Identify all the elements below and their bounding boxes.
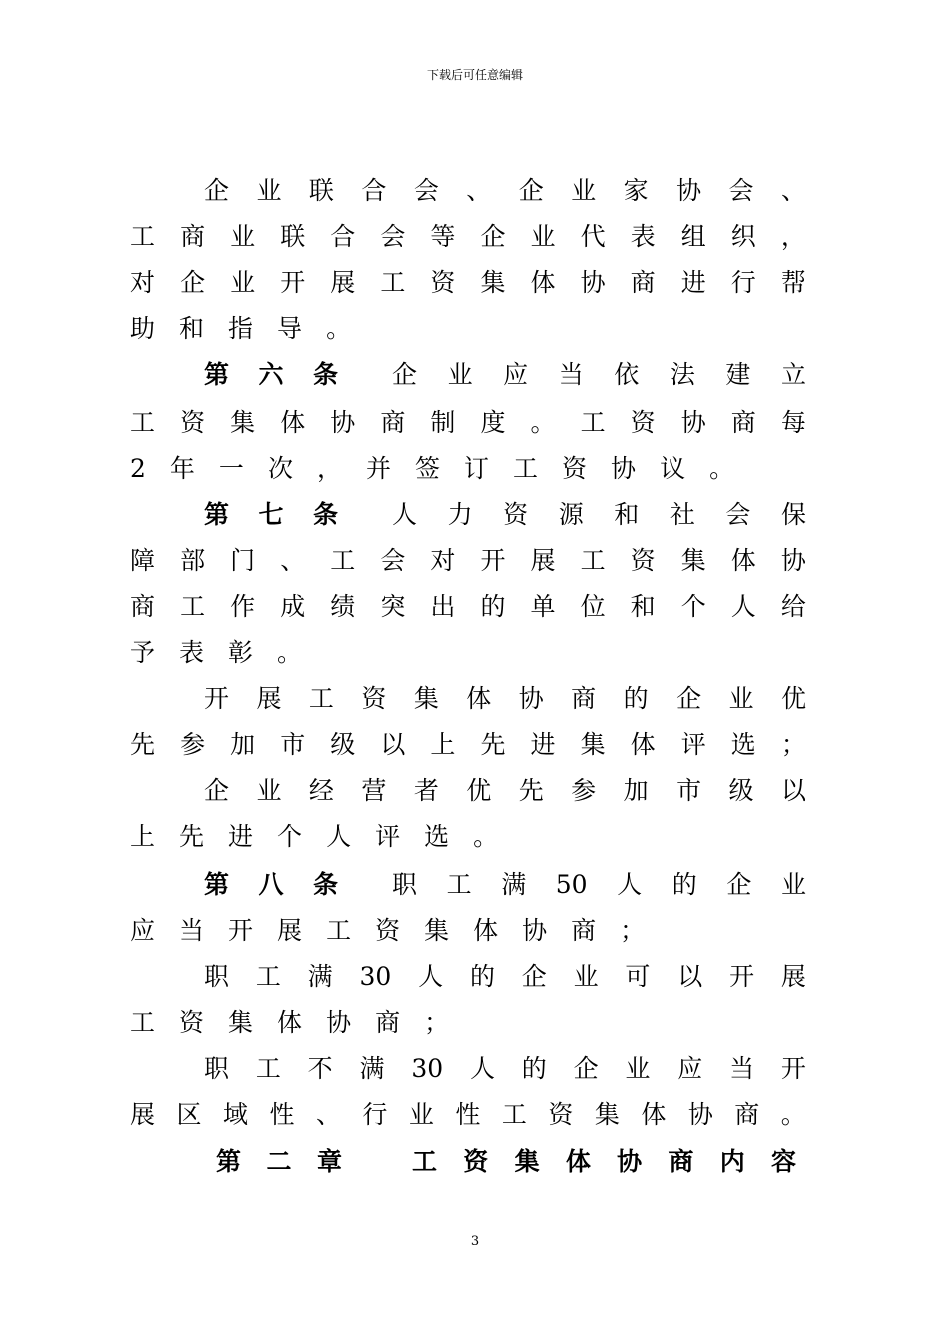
text-line (204, 352, 806, 398)
text-line (130, 908, 806, 954)
line-text: 商 工 作 成 绩 突 出 的 单 位 和 个 人 给 (130, 592, 806, 621)
chapter-heading (216, 1139, 796, 1185)
line-text: 2 年 一 次 ， 并 签 订 工 资 协 议 。 (130, 454, 735, 483)
line-text: 对 企 业 开 展 工 资 集 体 协 商 进 行 帮 (130, 268, 806, 297)
chapter-title: 工 资 集 体 协 商 内 容 (412, 1147, 796, 1176)
text-line (204, 954, 806, 1000)
line-text: 企 业 应 当 依 法 建 立 (392, 360, 806, 389)
line-text: 人 力 资 源 和 社 会 保 (392, 500, 806, 529)
line-text: 职 工 不 满 30 人 的 企 业 应 当 开 (204, 1054, 806, 1083)
line-text: 企 业 联 合 会 、 企 业 家 协 会 、 (204, 176, 806, 205)
line-text: 职 工 满 50 人 的 企 业 (392, 870, 806, 899)
line-text: 职 工 满 30 人 的 企 业 可 以 开 展 (204, 962, 806, 991)
line-text: 上 先 进 个 人 评 选 。 (130, 822, 499, 851)
line-text: 工 资 集 体 协 商 制 度 。 工 资 协 商 每 (130, 408, 806, 437)
article-label: 第 六 条 (204, 360, 338, 389)
text-line (130, 538, 806, 584)
text-line (130, 630, 806, 676)
text-line (204, 768, 806, 814)
article-label: 第 七 条 (204, 500, 338, 529)
text-line (130, 306, 806, 352)
text-line (130, 400, 806, 446)
article-label: 第 八 条 (204, 870, 338, 899)
line-text: 企 业 经 营 者 优 先 参 加 市 级 以 (204, 776, 806, 805)
text-line (130, 214, 806, 260)
text-line (130, 584, 806, 630)
line-text: 予 表 彰 。 (130, 638, 303, 667)
line-text: 应 当 开 展 工 资 集 体 协 商 ； (130, 916, 646, 945)
text-line (130, 1092, 806, 1138)
text-line (204, 492, 806, 538)
text-line (130, 722, 806, 768)
line-text: 障 部 门 、 工 会 对 开 展 工 资 集 体 协 (130, 546, 806, 575)
line-text: 展 区 域 性 、 行 业 性 工 资 集 体 协 商 。 (130, 1100, 806, 1129)
page-header: 下载后可任意编辑 (426, 68, 523, 82)
line-text: 工 资 集 体 协 商 ； (130, 1008, 450, 1037)
line-text: 开 展 工 资 集 体 协 商 的 企 业 优 (204, 684, 806, 713)
line-text: 先 参 加 市 级 以 上 先 进 集 体 评 选 ； (130, 730, 806, 759)
chapter-label: 第 二 章 (216, 1147, 342, 1176)
line-text: 助 和 指 导 。 (130, 314, 352, 343)
text-line (130, 814, 806, 860)
text-line (204, 676, 806, 722)
line-text: 工 商 业 联 合 会 等 企 业 代 表 组 织 ， (130, 222, 806, 251)
page-number: 3 (470, 1234, 480, 1249)
text-line (204, 862, 806, 908)
text-line (204, 1046, 806, 1092)
text-line (204, 168, 806, 214)
text-line (130, 446, 806, 492)
text-line (130, 1000, 806, 1046)
text-line (130, 260, 806, 306)
